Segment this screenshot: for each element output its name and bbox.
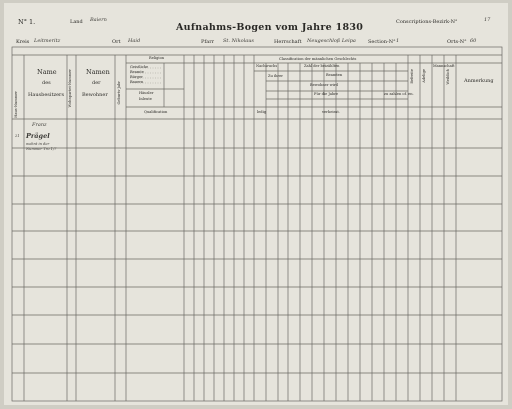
col-name-head: Name	[37, 68, 57, 76]
lbl-buerger: Bürger	[130, 75, 143, 79]
col-geburtsjahr: Geburts-Jahr	[117, 81, 121, 105]
ort-value: Haid	[128, 38, 141, 44]
col-weiblich: Weiblich	[446, 69, 450, 85]
col-fuer-die-jahre: Für die Jahre	[314, 92, 339, 96]
col-zu-ihrer: Zu ihrer	[268, 74, 283, 78]
kreis-value: Leitmeritz	[34, 38, 61, 44]
section-value: 1	[396, 38, 400, 44]
orts-value: 60	[470, 38, 477, 44]
col-adelige: Adelige	[422, 69, 426, 83]
col-religion: Religion	[149, 56, 165, 60]
col-beamten: Beamten	[326, 73, 343, 77]
lbl-haeusler: Häusler	[139, 91, 154, 95]
entry-first-name: Franz	[32, 122, 47, 128]
col-wohnpartei: Wohnpartei-Nummer	[68, 69, 72, 108]
col-namen-head: Namen	[86, 68, 110, 76]
col-qualification: Qualification	[144, 110, 168, 114]
herrschaft-value: Neugeschloß Leipa	[307, 38, 356, 44]
col-verheiratet: verheirat.	[322, 110, 340, 114]
entry-house-number: 21	[15, 134, 20, 138]
lbl-inleute: Inleute	[139, 97, 152, 101]
herrschaft-label: Herrschaft	[274, 39, 302, 45]
col-zu-zahlen: zu zahlen of. en.	[384, 92, 414, 96]
page-title: Aufnahms-Bogen vom Jahre 1830	[176, 22, 364, 33]
col-namen-sub: Bewohner	[82, 92, 108, 98]
pfarr-value: St. Nikolaus	[223, 38, 254, 44]
lbl-bauern: Bauern	[130, 80, 144, 84]
lbl-beamte: Beamte	[130, 70, 144, 74]
sheet-number: N° 1.	[18, 18, 36, 26]
ort-label: Ort	[112, 39, 121, 45]
col-nachwuchs: Nachwuchs	[256, 64, 278, 68]
section-label: Section-N°	[368, 39, 396, 45]
entry-surname: Prägel	[26, 132, 50, 140]
entry-note: wohnt in der Nummer Tro 1/7	[26, 142, 57, 151]
col-name-mid: des	[42, 80, 51, 86]
lbl-geistliche: Geistliche	[130, 65, 149, 69]
col-haus-nr: Haus-Nummer	[14, 91, 18, 118]
conscription-label: Conscriptions-Bezirk-N°	[396, 19, 458, 25]
col-anmerkung: Anmerkung	[464, 78, 494, 84]
col-befreite: Befreite	[410, 69, 414, 84]
orts-label: Orts-N°	[447, 39, 467, 45]
col-classification: Classification der männlichen Geschlechts	[279, 57, 357, 61]
conscription-value: 17	[484, 17, 491, 23]
col-mannschaft: Mannschaft	[433, 64, 455, 68]
col-ledig: ledig	[257, 110, 267, 114]
col-zahl-bez: Zahl der beizählten	[304, 64, 340, 68]
col-bewohner-wird: Bewohner wird	[310, 83, 338, 87]
land-label: Land	[70, 19, 83, 25]
pfarr-label: Pfarr	[201, 39, 214, 45]
col-namen-mid: der	[92, 80, 101, 86]
land-value: Baiern	[90, 17, 107, 23]
census-sheet	[4, 3, 508, 405]
kreis-label: Kreis	[16, 39, 30, 45]
col-name-sub: Hausbesitzers	[28, 92, 65, 98]
